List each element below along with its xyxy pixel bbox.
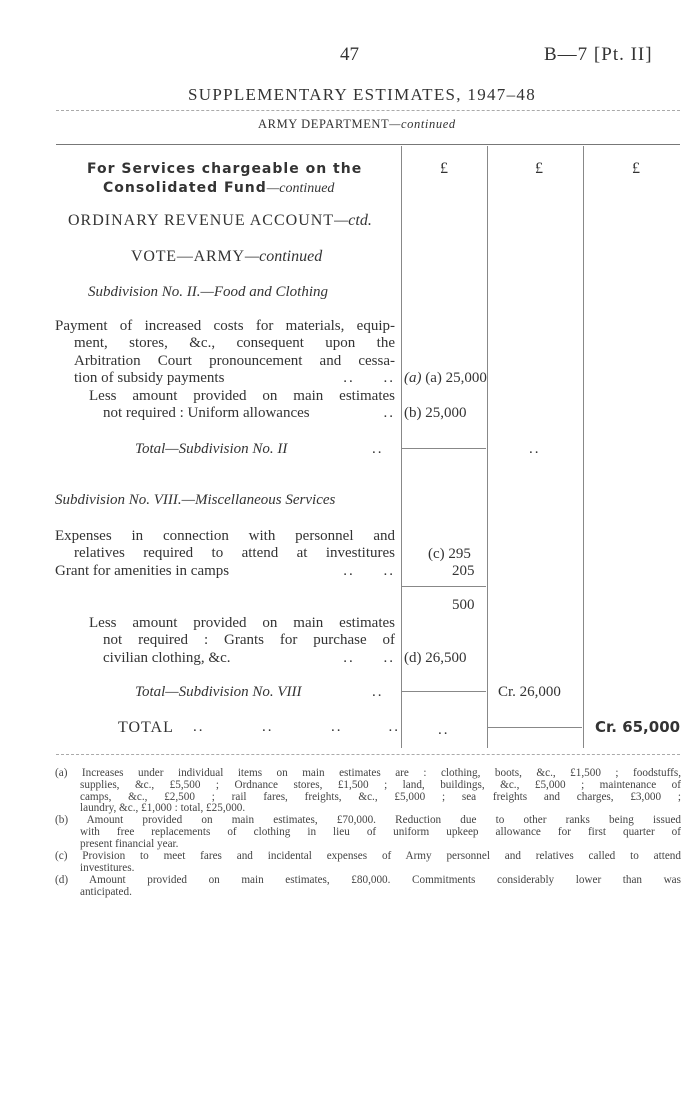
- grand-total-label: [118, 719, 174, 737]
- footnote-a: [55, 768, 681, 815]
- subdivision-ii-total-value: ..: [529, 441, 541, 457]
- column-separator: [583, 146, 584, 748]
- dot-leader: .. ..: [343, 370, 395, 387]
- footnote-line: (c) Provision to meet fares and incidental expenses of Army personnel and relatives called to attend: [55, 850, 681, 862]
- account-name: ORDINARY REVENUE ACCOUNT: [68, 212, 335, 229]
- fund-heading: [103, 180, 334, 197]
- text-line: Less amount provided on main estimates: [89, 387, 395, 404]
- grand-total-text: TOTAL: [118, 719, 174, 736]
- grand-total-col1: ..: [438, 722, 450, 738]
- department-name: ARMY DEPARTMENT: [258, 117, 390, 131]
- footnote-line: (a) Increases under individual items on main estimates are : clothing, boots, &c., £1,500 ; foodstuffs,: [55, 767, 681, 779]
- department-heading: [258, 117, 456, 132]
- sum-rule: [402, 586, 486, 587]
- amount-value: (c) 295: [428, 546, 471, 562]
- amount: [404, 405, 467, 422]
- footnote-line: present financial year.: [80, 837, 179, 850]
- fund-name: Consolidated Fund: [103, 180, 267, 196]
- column-separator: [401, 146, 402, 748]
- sub2-item-1: [55, 318, 395, 422]
- sum-rule: [488, 727, 582, 728]
- subdivision-viii-title: Subdivision No. VIII.—Miscellaneous Services: [55, 492, 336, 508]
- amount-value: (d) 26,500: [404, 650, 467, 666]
- dot-leader: .. ..: [343, 649, 395, 666]
- dot-leader: ..: [372, 684, 384, 700]
- table-bottom-rule: [56, 754, 680, 755]
- column-header-pounds: £: [535, 160, 543, 177]
- sub8-item-2: [55, 615, 395, 667]
- subdivision-ii-title: Subdivision No. II.—Food and Clothing: [88, 284, 328, 300]
- text-line: Payment of increased costs for materials, equip-: [55, 318, 395, 334]
- footnote-line: anticipated.: [80, 885, 132, 898]
- text-line: tion of subsidy payments: [74, 370, 225, 387]
- amount: 205: [452, 563, 475, 579]
- amount: [404, 650, 467, 667]
- account-continued: —ctd.: [334, 212, 372, 229]
- text-line: not required : Grants for purchase of: [103, 632, 395, 649]
- text-line: Expenses in connection with personnel and: [55, 528, 395, 544]
- vote-heading: [131, 248, 322, 266]
- vote-continued: —continued: [244, 248, 323, 265]
- amount-value: (a) 25,000: [425, 370, 487, 386]
- text-line: not required : Uniform allowances: [103, 405, 310, 422]
- text-line: ment, stores, &c., consequent upon the: [74, 335, 395, 352]
- footnote-line: with free replacements of clothing in lieu of uniform upkeep allowance for first quarter of: [80, 825, 681, 838]
- page-number: 47: [340, 44, 359, 65]
- subtotal-amount: 500: [452, 597, 475, 613]
- sum-rule: [402, 691, 486, 692]
- dot-leader: ..: [372, 441, 384, 457]
- leader-line: [55, 405, 395, 422]
- footnote-line: (b) Amount provided on main estimates, £70,000. Reduction due to other ranks being issued: [55, 814, 681, 826]
- footnote-d: [55, 875, 681, 899]
- reference-code: B—7 [Pt. II]: [544, 44, 653, 65]
- subdivision-viii-total-value: Cr. 26,000: [498, 684, 561, 700]
- dot-leader: .. ..: [343, 562, 395, 579]
- services-heading: For Services chargeable on the: [87, 161, 363, 177]
- footnote-line: investitures.: [80, 861, 135, 874]
- dot-leaders: .. .. .. ..: [193, 719, 400, 735]
- page-title: SUPPLEMENTARY ESTIMATES, 1947–48: [188, 85, 536, 104]
- account-heading: [68, 212, 372, 230]
- text-line: Less amount provided on main estimates: [89, 615, 395, 631]
- amount-value: (b) 25,000: [404, 405, 467, 421]
- footnote-c: [55, 851, 681, 875]
- subdivision-viii-total-label: Total—Subdivision No. VIII: [135, 684, 302, 700]
- leader-line: [55, 650, 395, 667]
- sub8-item-1: [55, 528, 395, 580]
- footnote-line: camps, &c., £2,500 ; rail fares, freights, &c., £5,000 ; sea freights and charges, £3,000 ;: [80, 790, 681, 803]
- footnote-line: (d) Amount provided on main estimates, £80,000. Commitments considerably lower than was: [55, 874, 681, 886]
- amount: [428, 546, 471, 563]
- footnote-line: supplies, &c., £5,500 ; Ordnance stores, £1,500 ; land, buildings, &c., £5,000 ; maintenance of: [80, 778, 681, 791]
- footnote-b: [55, 815, 681, 850]
- sum-rule: [402, 448, 486, 449]
- text-line: Grant for amenities in camps: [55, 562, 230, 579]
- column-separator: [487, 146, 488, 748]
- leader-line: [55, 563, 395, 580]
- rule: [56, 110, 680, 111]
- vote-name: VOTE—ARMY: [131, 248, 245, 265]
- table-top-rule: [56, 144, 680, 145]
- subdivision-ii-total-label: Total—Subdivision No. II: [135, 441, 288, 457]
- text-line: civilian clothing, &c.: [103, 649, 231, 666]
- column-header-pounds: £: [632, 160, 640, 177]
- amount: (a) (a) 25,000: [404, 370, 487, 386]
- dot-leader: ..: [383, 405, 395, 422]
- department-continued: —continued: [389, 117, 456, 131]
- grand-total-value: Cr. 65,000: [595, 718, 681, 736]
- leader-line: [55, 370, 395, 387]
- text-line: Arbitration Court pronouncement and cessa-: [74, 352, 395, 369]
- column-header-pounds: £: [440, 160, 448, 177]
- fund-continued: —continued: [266, 181, 335, 196]
- text-line: relatives required to attend at investitures: [74, 545, 395, 562]
- footnote-line: laundry, &c., £1,000 : total, £25,000.: [80, 802, 246, 815]
